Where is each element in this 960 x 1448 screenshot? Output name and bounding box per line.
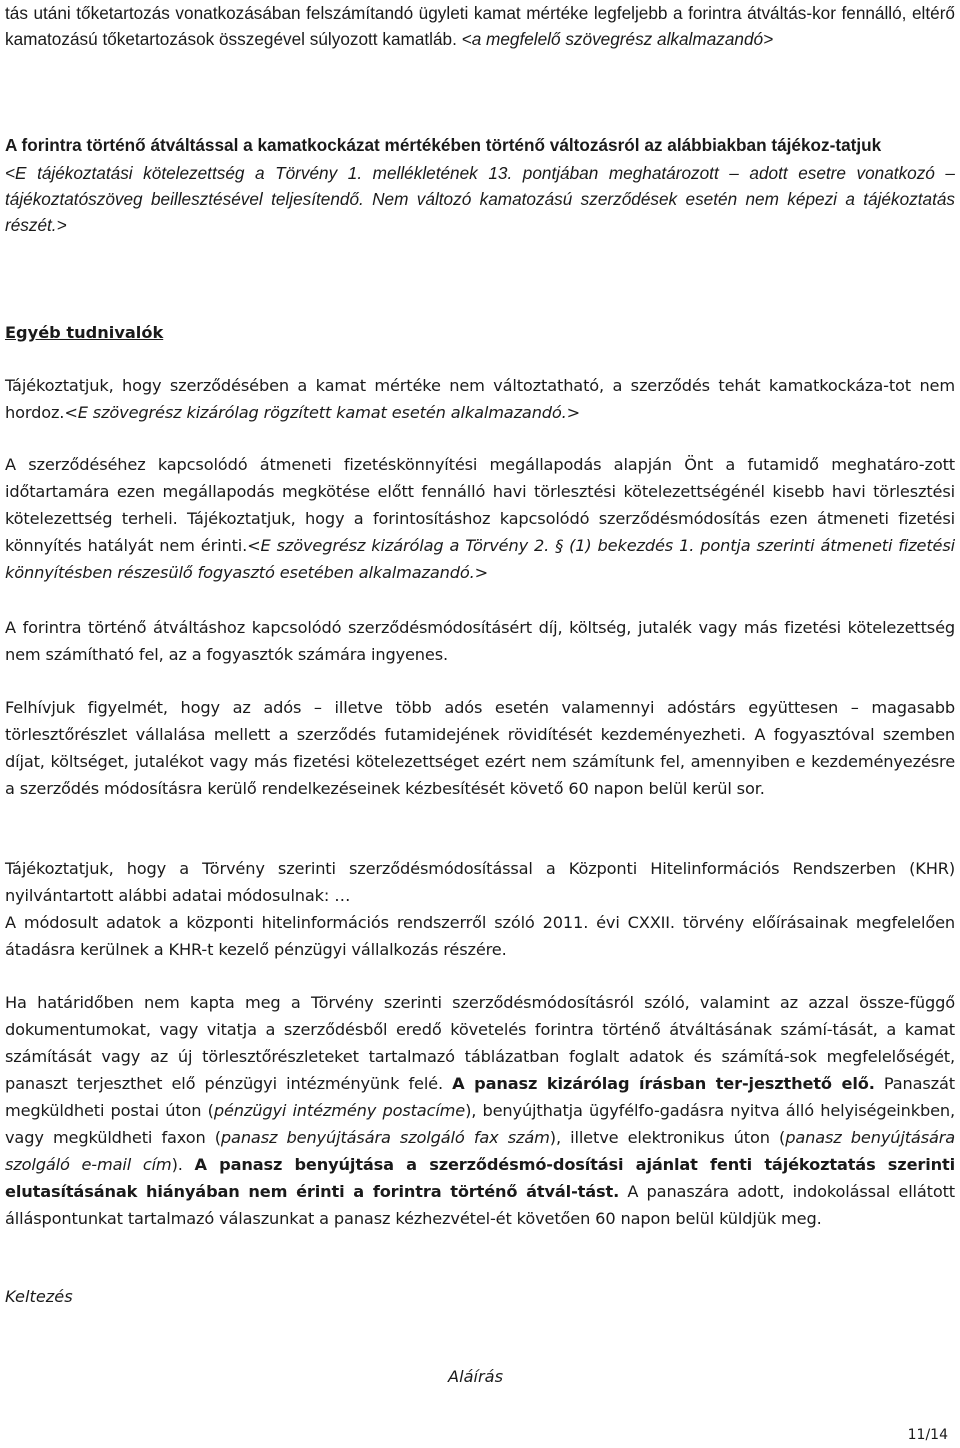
paragraph-free-of-charge: A forintra történő átváltáshoz kapcsolódó szerződésmódosításért díj, költség, jutalék vagy más fizetési kötelezettség nem számítható fel, az a fogyasztók számára ingyenes. — [5, 618, 955, 664]
section-heading: Egyéb tudnivalók — [5, 323, 164, 342]
paragraph-fixed-rate: Tájékoztatjuk, hogy szerződésében a kamat mértéke nem változtatható, a szerződés tehát kamatkockáza-tot nem hordoz.<E szövegrész kizárólag rögzített kamat esetén alkalmazandó.> — [5, 376, 955, 422]
paragraph-khr: Tájékoztatjuk, hogy a Törvény szerinti szerződésmódosítással a Központi Hitelinformációs Rendszerben (KHR) nyilvántartott alábbi adatai módosulnak: … A módosult adatok a központi hitelinformációs rendszerről szóló 2011. évi CXXII. törvény előírásainak megfelelően átadásra kerülnek a KHR-t kezelő pénzügyi vállalkozás részére. — [5, 859, 955, 959]
paragraph-complaint: Ha határidőben nem kapta meg a Törvény szerinti szerződésmódosításról szóló, valamint az azzal össze-függő dokumentumokat, vagy vitatja a szerződésből eredő követelés forintra történő átváltásának számí-tását, a kamat számítását vagy az új törlesztőrészleteket tartalmazó táblázatban foglalt adatok és számítá-sok megfelelőségét, panaszt terjeszthet elő pénzügyi intézményünk felé. A panasz kizárólag írásban ter-jeszthető elő. Panaszát megküldheti postai úton (pénzügyi intézmény postacíme), benyújthatja ügyfélfo-gadásra nyitva álló helyiségeinkben, vagy megküldheti faxon (panasz benyújtására szolgáló fax szám), illetve elektronikus úton (panasz benyújtására szolgáló e-mail cím). A panasz benyújtása a szerződésmó-dosítási ajánlat fenti tájékoztatás szerinti elutasításának hiányában nem érinti a forintra történő átvál-tást. A panaszára adott, indokolással ellátott álláspontunkat tartalmazó válaszunkat a panasz kézhezvétel-ét követően 60 napon belül küldjük meg. — [5, 993, 956, 1228]
page-number: 11/14 — [907, 1427, 948, 1443]
signature-label: Aláírás — [448, 1367, 503, 1386]
paragraph-risk-info: A forintra történő átváltással a kamatkockázat mértékében történő változásról az alábbiakban tájékoz-tatjuk <E tájékoztatási kötelezettség a Törvény 1. mellékletének 13. pontjában meghatározott – adott esetre vonatkozó – tájékoztatószöveg beillesztésével teljesítendő. Nem változó kamatozású szerződések esetén nem képezi a tájékoztatás részét.> — [5, 135, 955, 235]
paragraph-interest-rate: tás utáni tőketartozás vonatkozásában felszámítandó ügyleti kamat mértéke legfeljebb a forintra átváltás-kor fennálló, eltérő kamatozású tőketartozások összegével súlyozott kamatláb. <a megfelelő szövegrész alkalmazandó> — [5, 3, 955, 49]
date-label: Keltezés — [5, 1287, 73, 1306]
paragraph-temporary-relief: A szerződéséhez kapcsolódó átmeneti fizetéskönnyítési megállapodás alapján Önt a futamidő meghatáro-zott időtartamára ezen megállapodás megkötése előtt fennálló havi törlesztési kötelezettségénél kisebb havi törlesztési kötelezettség terheli. Tájékoztatjuk, hogy a forintosításhoz kapcsolódó szerződésmódosítás ezen átmeneti fizetési könnyítés hatályát nem érinti.<E szövegrész kizárólag a Törvény 2. § (1) bekezdés 1. pontja szerinti átmeneti fizetési könnyítésben részesülő fogyasztó esetében alkalmazandó.> — [5, 455, 955, 582]
paragraph-term-shortening: Felhívjuk figyelmét, hogy az adós – illetve több adós esetén valamennyi adóstárs együttesen – magasabb törlesztőrészlet vállalása mellett a szerződés futamidejének rövidítését kezdeményezheti. A fogyasztóval szemben díjat, költséget, jutalékot vagy más fizetési kötelezettséget ezért nem számítunk fel, amennyiben e kezdeményezésre a szerződés módosításra kerülő rendelkezéseinek kézbesítését követő 60 napon belül kerül sor. — [5, 698, 955, 798]
